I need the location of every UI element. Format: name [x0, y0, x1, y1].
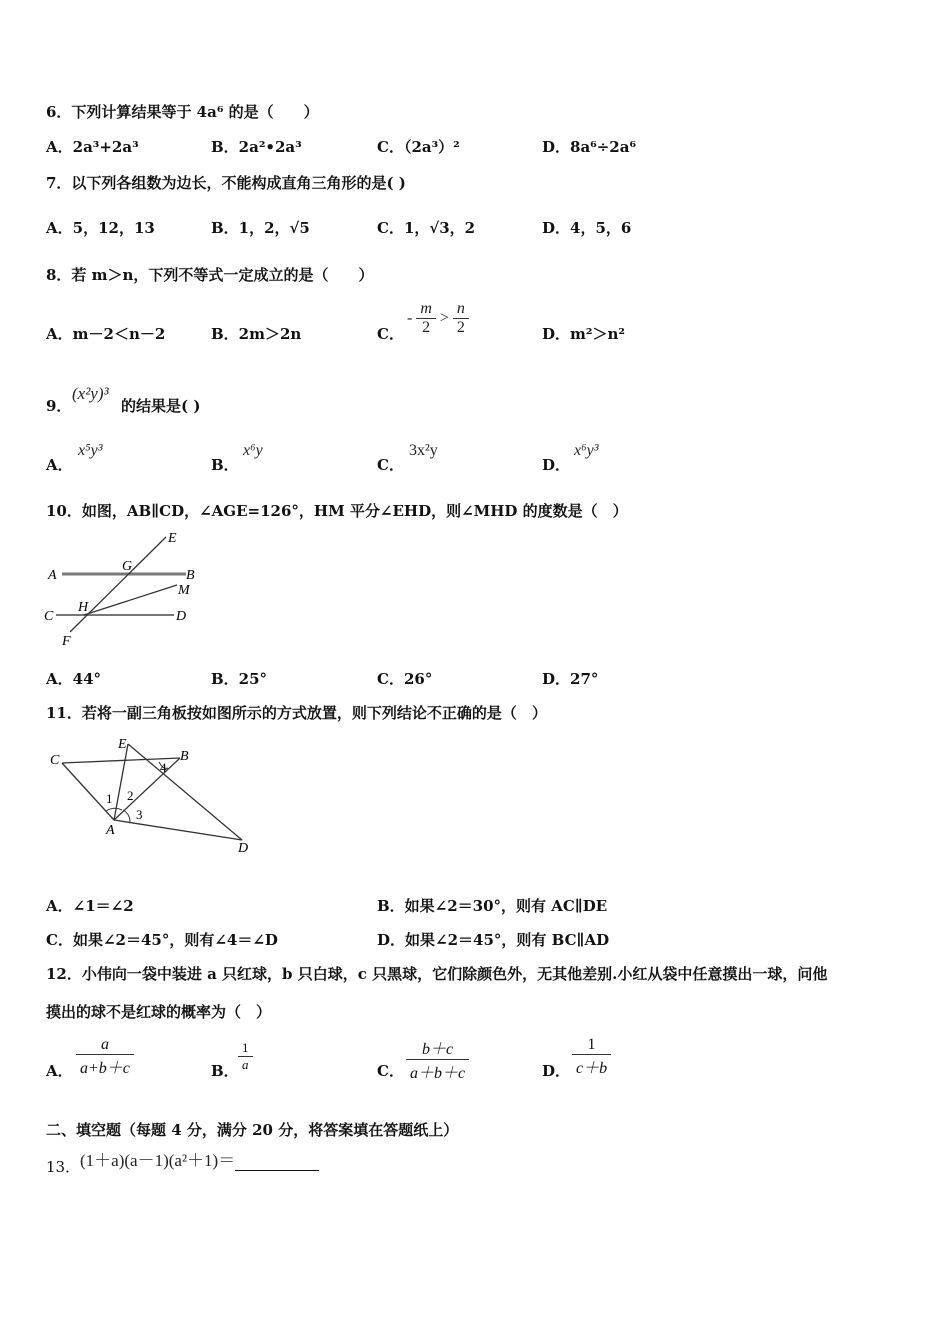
- q8-c-right-den: 2: [456, 319, 465, 336]
- q10-option-a: A．44°: [46, 670, 102, 688]
- q12-stem-line2: 摸出的球不是红球的概率为（ ）: [46, 1003, 272, 1021]
- q12-a-den: a+b＋c: [80, 1060, 130, 1077]
- q8-c-rel: >: [439, 309, 449, 327]
- q8-option-b: B．2m＞2n: [211, 325, 302, 343]
- q11-figure: [40, 730, 270, 860]
- q7-option-a: A．5，12，13: [46, 219, 155, 237]
- q11-option-a: A．∠1＝∠2: [46, 897, 134, 915]
- q9-option-b: B．: [211, 456, 239, 474]
- q9-number: 9．: [46, 397, 72, 415]
- q10-figure: [40, 528, 220, 650]
- q8-c-right-num: n: [453, 300, 469, 319]
- label-h: H: [78, 600, 89, 615]
- section2-title: 二、填空题（每题 4 分，满分 20 分，将答案填在答题纸上）: [46, 1121, 459, 1139]
- q8-option-c: C．: [377, 325, 404, 343]
- q10-option-c: C．26°: [377, 670, 433, 688]
- q11-option-c: C．如果∠2＝45°，则有∠4＝∠D: [46, 931, 278, 949]
- label-g: G: [122, 559, 133, 574]
- q11-option-b: B．如果∠2＝30°，则有 AC∥DE: [377, 897, 608, 915]
- q12-option-d-fraction: [572, 1036, 611, 1078]
- q7-option-d: D．4，5，6: [542, 219, 632, 237]
- q9-option-a: A．: [46, 456, 73, 474]
- label-1: 1: [106, 791, 113, 806]
- q12-b-den: a: [242, 1057, 249, 1072]
- q12-option-d: D．: [542, 1062, 571, 1080]
- q8-option-a: A．m－2＜n－2: [46, 325, 166, 343]
- line-hm: [84, 585, 177, 615]
- q9-option-a-math: x⁵y³: [78, 442, 103, 459]
- q9-stem-math: (x²y)³: [72, 384, 109, 403]
- q13-answer-blank[interactable]: [235, 1154, 319, 1171]
- label-c: C: [50, 753, 60, 768]
- q12-c-den: a＋b＋c: [410, 1065, 466, 1082]
- q12-option-a-fraction: [76, 1036, 134, 1078]
- label-d: D: [176, 609, 187, 624]
- q6-stem: 6．下列计算结果等于 4a⁶ 的是（ ）: [46, 103, 319, 121]
- q7-option-c: C．1，√3，2: [377, 219, 476, 237]
- q8-option-d: D．m²＞n²: [542, 325, 625, 343]
- label-a: A: [106, 823, 115, 838]
- label-3: 3: [136, 807, 143, 822]
- label-2: 2: [127, 788, 134, 803]
- q12-c-num: b＋c: [406, 1036, 469, 1060]
- label-b: B: [186, 568, 195, 583]
- q10-option-d: D．27°: [542, 670, 599, 688]
- q11-stem: 11．若将一副三角板按如图所示的方式放置，则下列结论不正确的是（ ）: [46, 704, 547, 722]
- label-c: C: [44, 609, 54, 624]
- q8-c-left-den: 2: [422, 319, 431, 336]
- label-d: D: [238, 841, 249, 856]
- q8-c-sign: -: [407, 309, 413, 327]
- q10-option-b: B．25°: [211, 670, 268, 688]
- q12-d-num: 1: [572, 1036, 611, 1055]
- q9-option-d: D．: [542, 456, 571, 474]
- q12-d-den: c＋b: [576, 1060, 608, 1077]
- label-e: E: [168, 531, 177, 546]
- q6-option-b: B．2a²•2a³: [211, 138, 302, 156]
- q9-option-c: C．: [377, 456, 404, 474]
- label-4: 4: [160, 760, 167, 775]
- q10-stem: 10．如图，AB∥CD，∠AGE=126°，HM 平分∠EHD，则∠MHD 的度数是（ ）: [46, 502, 628, 520]
- q6-option-c: C．（2a³）²: [377, 138, 460, 156]
- q12-option-c: C．: [377, 1062, 404, 1080]
- q12-b-num: 1: [238, 1040, 253, 1057]
- q11-option-d: D．如果∠2＝45°，则有 BC∥AD: [377, 931, 610, 949]
- label-m: M: [178, 583, 190, 598]
- q8-option-c-math: [407, 300, 469, 337]
- label-a: A: [48, 568, 57, 583]
- label-e: E: [118, 737, 127, 752]
- q9-stem-text: 的结果是( ): [121, 397, 201, 415]
- q9-option-b-math: x⁶y: [243, 442, 263, 459]
- q9-option-d-math: x⁶y³: [574, 442, 599, 459]
- q13-expr: (1＋a)(a－1)(a²＋1)＝: [80, 1151, 236, 1170]
- q6-option-d: D．8a⁶÷2a⁶: [542, 138, 637, 156]
- q12-option-b: B．: [211, 1062, 239, 1080]
- q9-option-c-math: 3x²y: [409, 442, 438, 459]
- q13-number: 13．: [46, 1158, 81, 1176]
- q8-stem: 8．若 m＞n，下列不等式一定成立的是（ ）: [46, 266, 374, 284]
- label-b: B: [180, 749, 189, 764]
- q12-a-num: a: [76, 1036, 134, 1055]
- q12-option-c-fraction: [406, 1036, 469, 1083]
- label-f: F: [62, 634, 71, 649]
- line-ef: [70, 537, 166, 632]
- q12-option-b-fraction: [238, 1040, 253, 1073]
- q8-c-left-num: m: [416, 300, 436, 319]
- angle-arc-1: [106, 808, 122, 811]
- q7-stem: 7．以下列各组数为边长，不能构成直角三角形的是( ): [46, 174, 406, 192]
- q12-stem-line1: 12．小伟向一袋中装进 a 只红球，b 只白球，c 只黑球，它们除颜色外，无其他差别.小红从袋中任意摸出一球，问他: [46, 965, 828, 983]
- q7-option-b: B．1，2，√5: [211, 219, 310, 237]
- q13-expression: [80, 1146, 319, 1171]
- q6-option-a: A．2a³+2a³: [46, 138, 139, 156]
- angle-arc-3: [123, 810, 130, 822]
- q12-option-a: A．: [46, 1062, 73, 1080]
